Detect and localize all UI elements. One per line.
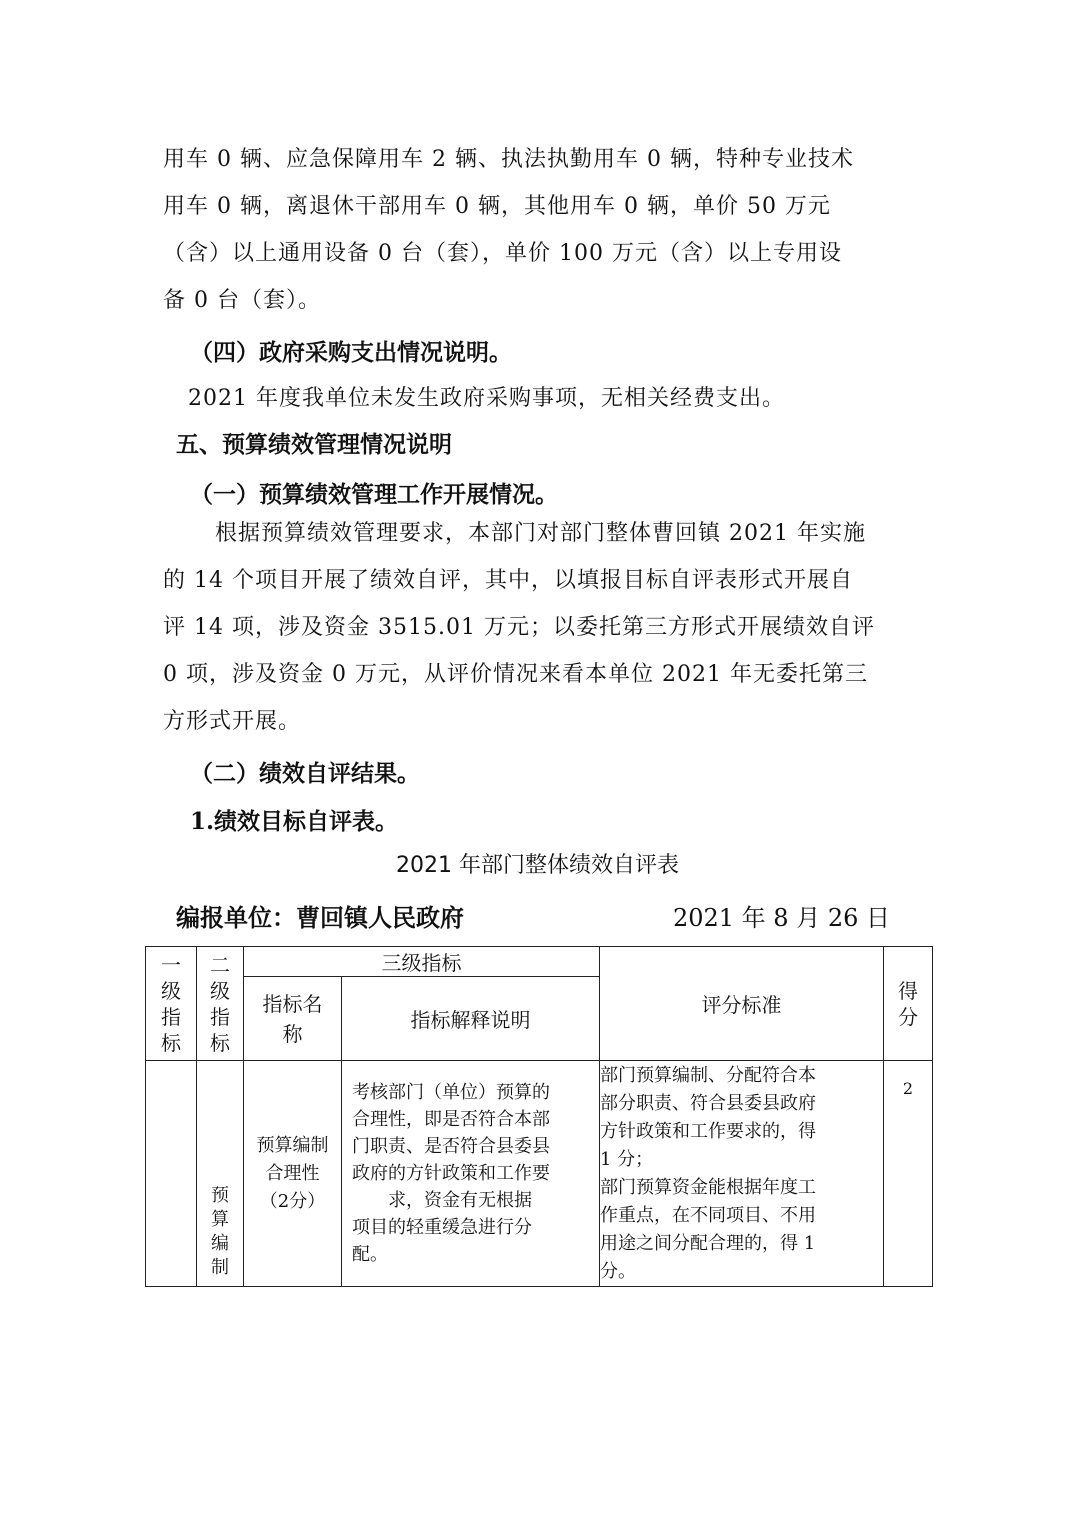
text-line: 备 0 台（套）。 [163,288,321,313]
header-level1-text: 一级指标 [161,952,181,1055]
desc-line: 配。 [352,1244,388,1265]
text-line: 评 14 项，涉及资金 3515.01 万元；以委托第三方形式开展绩效自评 [163,615,875,640]
row-indicator-name [244,1061,342,1287]
row-indicator-name-text: 预算编制合理性（2分） [256,1134,329,1212]
row-scoring [600,1061,884,1287]
header-level2-text: 二级指标 [210,952,230,1055]
table-title: 2021 年部门整体绩效自评表 [396,853,679,878]
section4-text: 2021 年度我单位未发生政府采购事项，无相关经费支出。 [188,386,785,411]
section5-1-paragraph [163,510,913,745]
scoring-line: 部门预算编制、分配符合本 [600,1064,816,1086]
row-score: 2 [884,1061,933,1287]
scoring-line: 方针政策和工作要求的，得 [600,1120,816,1142]
scoring-line: 1 分； [600,1148,654,1170]
intro-paragraph [163,136,913,324]
text-line: 0 项，涉及资金 0 万元，从评价情况来看本单位 2021 年无委托第三 [163,662,868,687]
header-indicator-name [244,977,342,1061]
text-line: （含）以上通用设备 0 台（套），单价 100 万元（含）以上专用设 [163,241,842,266]
scoring-line: 作重点，在不同项目、不用 [600,1204,816,1226]
header-level1 [146,947,197,1061]
header-scoring: 评分标准 [600,947,884,1061]
text-line: 用车 0 辆，离退休干部用车 0 辆，其他用车 0 辆，单价 50 万元 [163,194,831,219]
header-indicator-name-text: 指标名称 [262,991,323,1046]
section5-1-heading: （一）预算绩效管理工作开展情况。 [190,481,558,508]
desc-line: 合理性，即是否符合本部 [352,1109,550,1130]
desc-line: 考核部门（单位）预算的 [352,1082,550,1103]
header-score-text: 得分 [898,978,918,1029]
section5-heading: 五、预算绩效管理情况说明 [176,431,452,458]
desc-line: 求，资金有无根据 [388,1190,532,1211]
report-date: 2021 年 8 月 26 日 [672,904,890,932]
row-level2 [197,1061,244,1287]
text-line: 方形式开展。 [163,709,302,734]
text-line: 根据预算绩效管理要求，本部门对部门整体曹回镇 2021 年实施 [215,521,866,546]
scoring-line: 部分职责、符合县委县政府 [600,1092,816,1114]
scoring-line: 用途之间分配合理的，得 1 [600,1232,816,1254]
row-indicator-desc [342,1061,600,1287]
header-indicator-desc: 指标解释说明 [342,977,600,1061]
desc-line: 门职责、是否符合县委县 [352,1136,550,1157]
self-evaluation-table [145,946,933,1287]
desc-line: 政府的方针政策和工作要 [352,1163,550,1184]
desc-line: 项目的轻重缓急进行分 [352,1217,532,1238]
section5-2-heading: （二）绩效自评结果。 [190,760,420,787]
scoring-line: 分。 [600,1260,636,1282]
section4-heading: （四）政府采购支出情况说明。 [190,339,512,366]
report-meta [176,898,890,938]
header-score [884,947,933,1061]
text-line: 的 14 个项目开展了绩效自评，其中，以填报目标自评表形式开展自 [163,568,853,593]
table-row [146,1061,933,1287]
header-level2 [197,947,244,1061]
item1-heading: 1.绩效目标自评表。 [190,808,399,835]
scoring-line: 部门预算资金能根据年度工 [600,1176,816,1198]
text-line: 用车 0 辆、应急保障用车 2 辆、执法执勤用车 0 辆，特种专业技术 [163,147,854,172]
row-level2-text: 预算编制 [211,1185,229,1278]
unit-label: 编报单位：曹回镇人民政府 [176,903,464,932]
header-level3: 三级指标 [244,947,600,977]
row-level1 [146,1061,197,1287]
